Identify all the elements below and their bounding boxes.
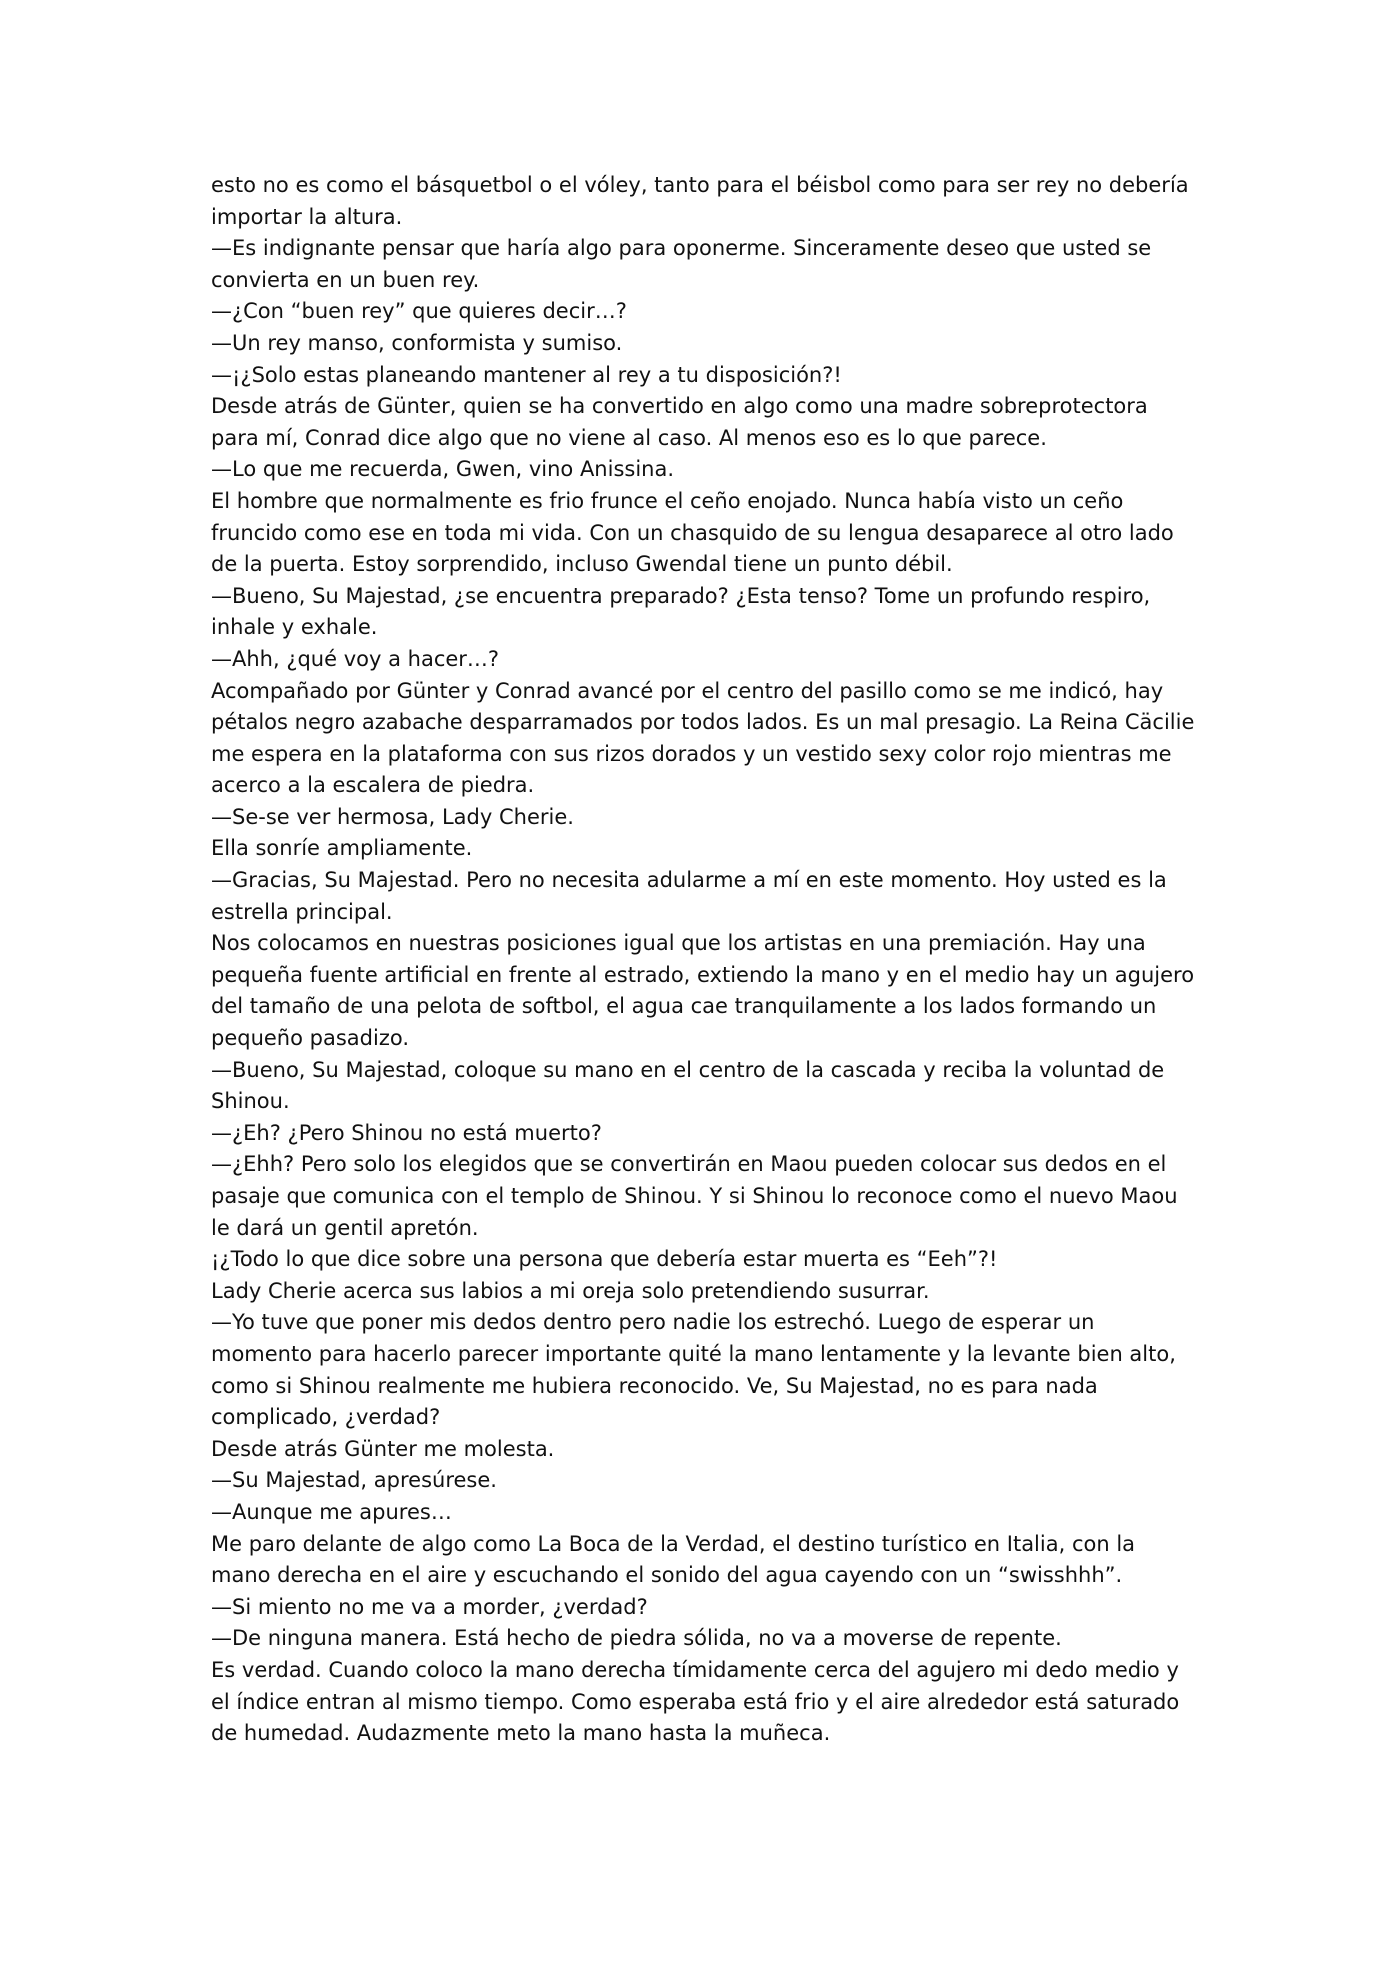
- paragraph: —De ninguna manera. Está hecho de piedra sólida, no va a moverse de repente.: [211, 1626, 1062, 1651]
- paragraph: Desde atrás de Günter, quien se ha convertido en algo como una madre sobreprotectora para mí, Conrad dice algo que no viene al caso. Al menos eso es lo que parece.: [211, 394, 1148, 450]
- paragraph: —¿Con “buen rey” que quieres decir…?: [211, 299, 627, 324]
- paragraph: Nos colocamos en nuestras posiciones igual que los artistas en una premiación. Hay una pequeña fuente artificial en frente al estrado, extiendo la mano y en el medio hay un agujero del tamaño de una pelota de softbol, el agua cae tranquilamente a los lados formando un pequeño pasadizo.: [211, 931, 1195, 1051]
- paragraph: —¿Ehh? Pero solo los elegidos que se convertirán en Maou pueden colocar sus dedos en el pasaje que comunica con el templo de Shinou. Y si Shinou lo reconoce como el nuevo Maou le dará un gentil apretón.: [211, 1152, 1178, 1240]
- paragraph: —Yo tuve que poner mis dedos dentro pero nadie los estrechó. Luego de esperar un momento para hacerlo parecer importante quité la mano lentamente y la levante bien alto, como si Shinou realmente me hubiera reconocido. Ve, Su Majestad, no es para nada complicado, ¿verdad?: [211, 1310, 1176, 1430]
- paragraph: —Su Majestad, apresúrese.: [211, 1468, 497, 1493]
- paragraph: Desde atrás Günter me molesta.: [211, 1436, 555, 1461]
- paragraph: —¡¿Solo estas planeando mantener al rey a tu disposición?!: [211, 362, 842, 387]
- paragraph: —Lo que me recuerda, Gwen, vino Anissina.: [211, 457, 675, 482]
- paragraph: —Gracias, Su Majestad. Pero no necesita adularme a mí en este momento. Hoy usted es la estrella principal.: [211, 868, 1167, 924]
- paragraph: —Si miento no me va a morder, ¿verdad?: [211, 1594, 648, 1619]
- paragraph: —Se-se ver hermosa, Lady Cherie.: [211, 804, 574, 829]
- paragraph: El hombre que normalmente es frio frunce el ceño enojado. Nunca había visto un ceño fruncido como ese en toda mi vida. Con un chasquido de su lengua desaparece al otro lado de la puerta. Estoy sorprendido, incluso Gwendal tiene un punto débil.: [211, 488, 1174, 577]
- paragraph: —¿Eh? ¿Pero Shinou no está muerto?: [211, 1120, 602, 1145]
- paragraph: Me paro delante de algo como La Boca de la Verdad, el destino turístico en Italia, con la mano derecha en el aire y escuchando el sonido del agua cayendo con un “swisshhh”.: [211, 1531, 1136, 1588]
- paragraph: —Un rey manso, conformista y sumiso.: [211, 330, 623, 355]
- paragraph: —Aunque me apures…: [211, 1499, 452, 1524]
- paragraph: —Ahh, ¿qué voy a hacer…?: [211, 646, 500, 671]
- paragraph: Acompañado por Günter y Conrad avancé por el centro del pasillo como se me indicó, hay pétalos negro azabache desparramados por todos lados. Es un mal presagio. La Reina Cäcilie me espera en la plataforma con sus rizos dorados y un vestido sexy color rojo mientras me acerco a la escalera de piedra.: [211, 678, 1195, 798]
- paragraph: —Es indignante pensar que haría algo para oponerme. Sinceramente deseo que usted se convierta en un buen rey.: [211, 236, 1152, 292]
- document-text: [211, 170, 1201, 1750]
- paragraph: Es verdad. Cuando coloco la mano derecha tímidamente cerca del agujero mi dedo medio y el índice entran al mismo tiempo. Como esperaba está frio y el aire alrededor está saturado de humedad. Audazmente meto la mano hasta la muñeca.: [211, 1657, 1180, 1746]
- paragraph: ¡¿Todo lo que dice sobre una persona que debería estar muerta es “Eeh”?!: [211, 1247, 998, 1272]
- paragraph: —Bueno, Su Majestad, ¿se encuentra preparado? ¿Esta tenso? Tome un profundo respiro, inhale y exhale.: [211, 583, 1151, 640]
- paragraph: Lady Cherie acerca sus labios a mi oreja solo pretendiendo susurrar.: [211, 1278, 930, 1303]
- paragraph: Ella sonríe ampliamente.: [211, 836, 473, 861]
- paragraph: esto no es como el básquetbol o el vóley, tanto para el béisbol como para ser rey no debería importar la altura.: [211, 173, 1189, 229]
- paragraph: —Bueno, Su Majestad, coloque su mano en el centro de la cascada y reciba la voluntad de Shinou.: [211, 1057, 1165, 1114]
